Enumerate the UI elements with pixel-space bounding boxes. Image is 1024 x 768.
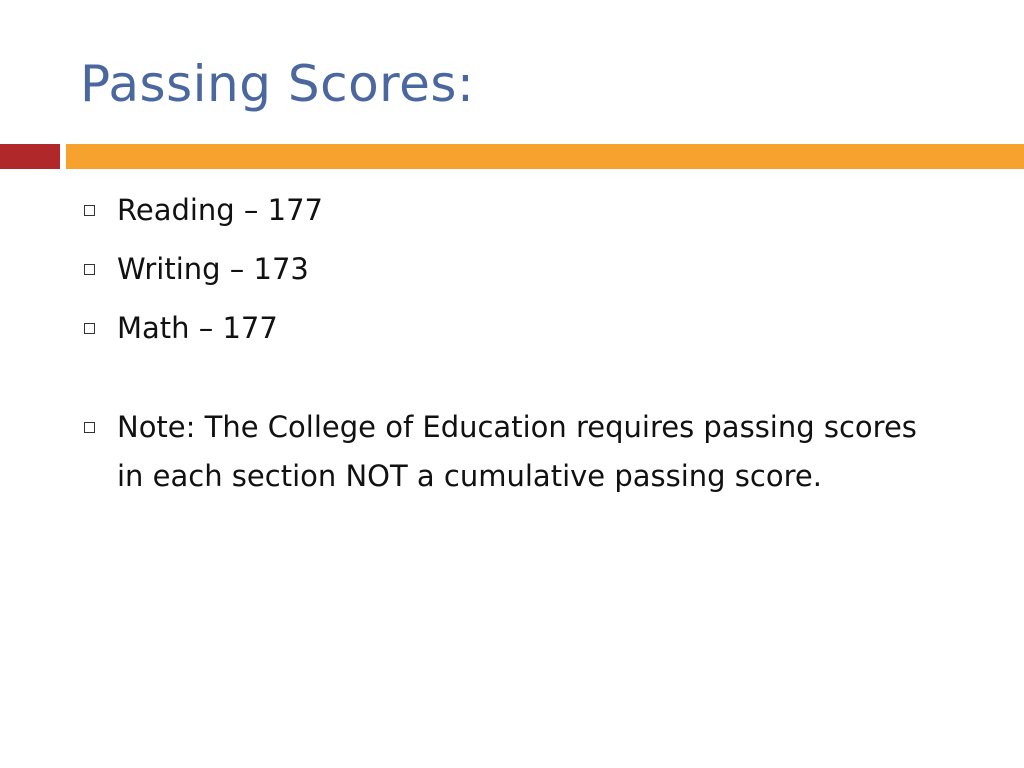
square-bullet-icon (84, 422, 95, 433)
accent-bar-right (66, 144, 1024, 169)
bullet-text: Reading – 177 (117, 193, 324, 227)
bullet-item-math (82, 304, 942, 353)
bullet-text: Writing – 173 (117, 252, 309, 286)
accent-bar (0, 144, 1024, 169)
bullet-item-writing (82, 245, 942, 294)
accent-bar-left (0, 144, 60, 169)
bullet-text: Note: The College of Education requires passing scores in each section NOT a cumulative passing score. (117, 410, 917, 493)
bullet-text: Math – 177 (117, 311, 278, 345)
square-bullet-icon (84, 264, 95, 275)
square-bullet-icon (84, 205, 95, 216)
bullet-item-reading (82, 186, 942, 235)
bullet-item-note (82, 403, 942, 501)
bullet-list (82, 186, 942, 511)
slide-title: Passing Scores: (80, 55, 475, 113)
square-bullet-icon (84, 323, 95, 334)
